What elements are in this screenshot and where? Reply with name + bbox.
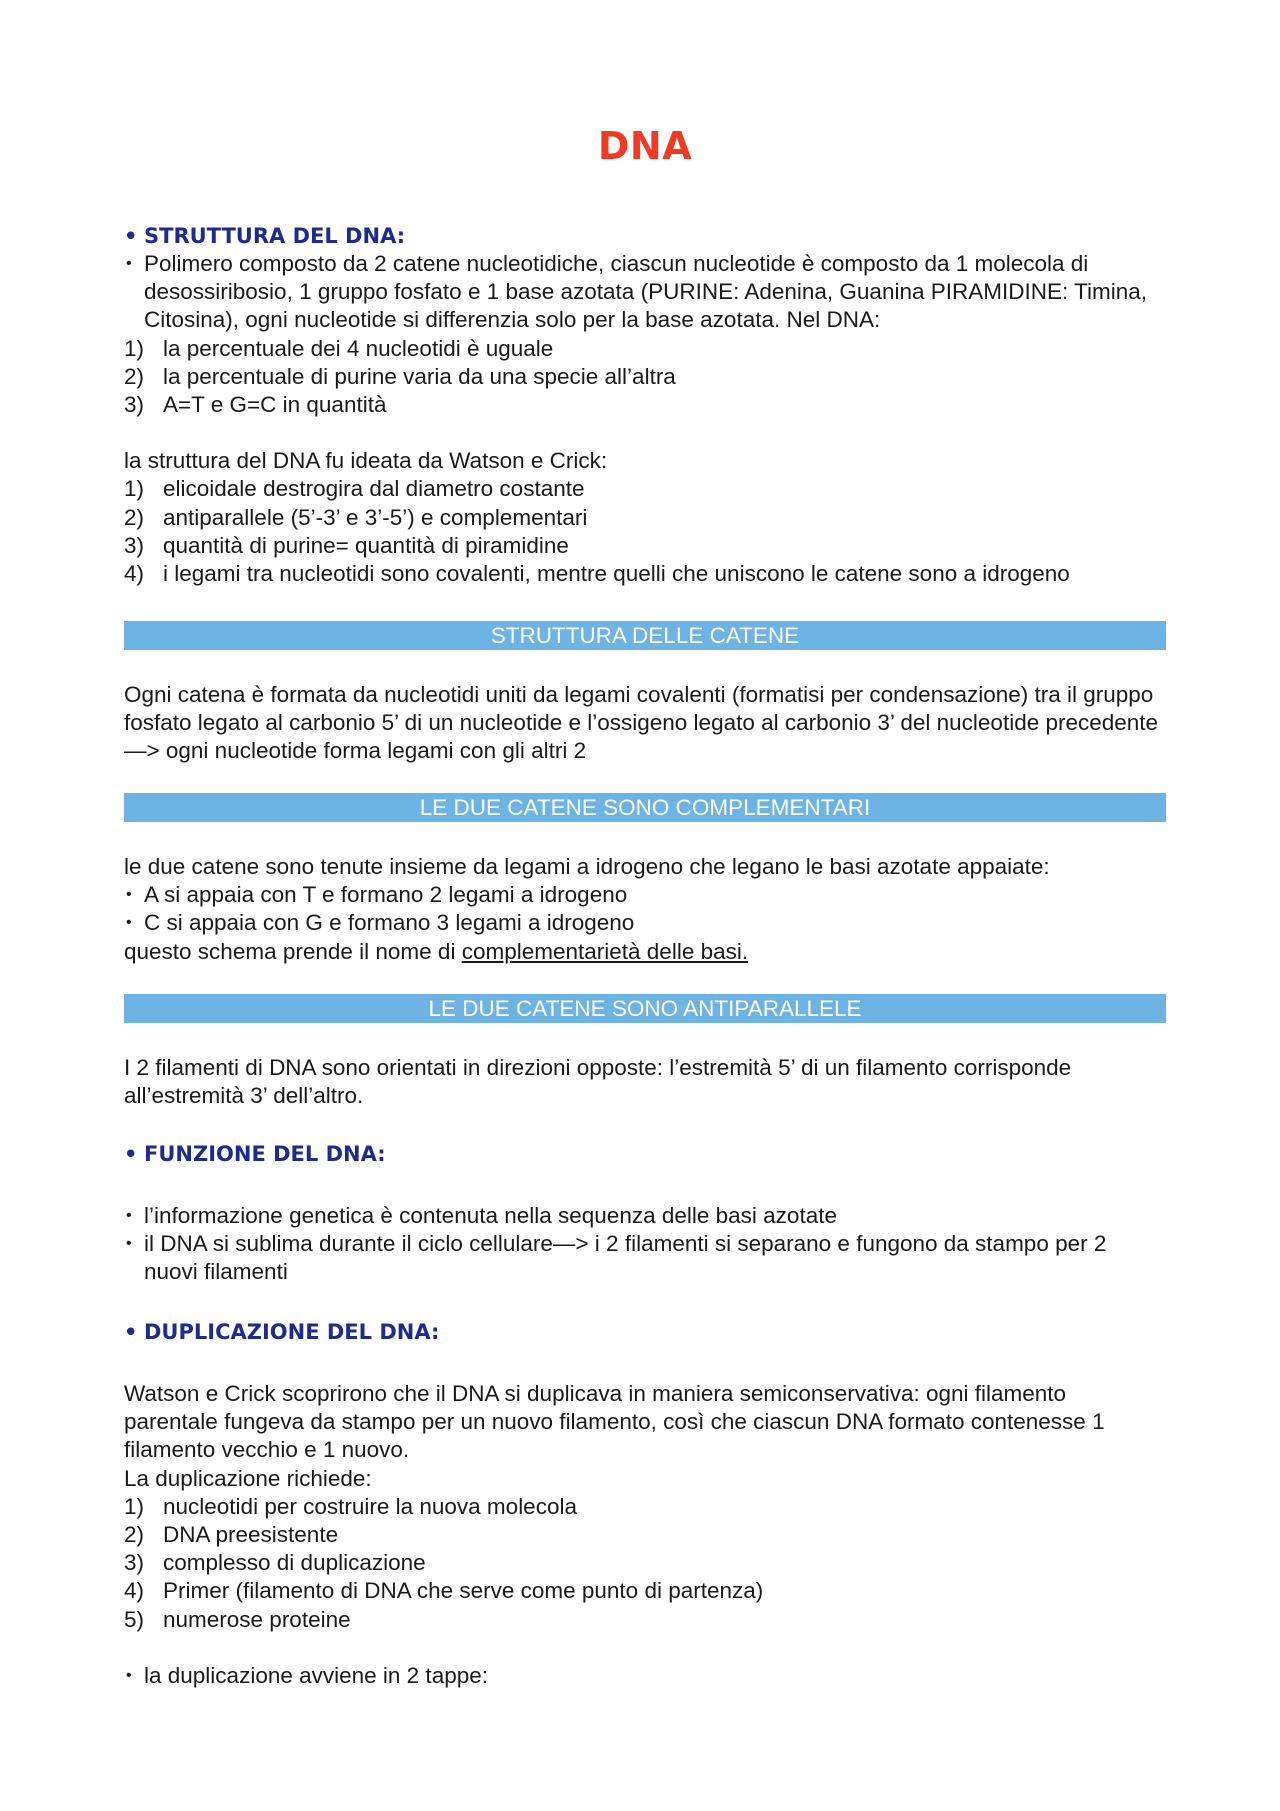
list-item: 2) la percentuale di purine varia da una specie all’altra bbox=[124, 363, 676, 389]
list-item: 2) DNA preesistente bbox=[124, 1522, 339, 1548]
paragraph: Watson e Crick scoprirono che il DNA si duplicava in maniera semiconservativa: ogni filamento parentale fungeva da stampo per un nuovo filamento, così che ciascun DNA formato contenesse 1 filamento vecchio e 1 nuovo. bbox=[124, 1381, 1105, 1463]
underlined-term: complementarietà delle basi. bbox=[461, 938, 749, 964]
section-heading: • STRUTTURA DEL DNA: bbox=[124, 224, 406, 248]
section-struttura bbox=[124, 222, 1166, 588]
list-item: 3) A=T e G=C in quantità bbox=[124, 392, 387, 418]
list-item: • il DNA si sublima durante il ciclo cellulare—> i 2 filamenti si separano e fungono da stampo per 2 nuovi filamenti bbox=[124, 1230, 1166, 1286]
list-item: 3) quantità di purine= quantità di piramidine bbox=[124, 532, 569, 558]
list-item: • la duplicazione avviene in 2 tappe: bbox=[124, 1662, 1166, 1690]
section-bar-complementari: LE DUE CATENE SONO COMPLEMENTARI bbox=[124, 793, 1166, 822]
list-item: • l’informazione genetica è contenuta nella sequenza delle basi azotate bbox=[124, 1202, 1166, 1230]
list-item: 2) antiparallele (5’-3’ e 3’-5’) e complementari bbox=[124, 504, 588, 530]
list-item: 3) complesso di duplicazione bbox=[124, 1550, 426, 1576]
list-item: 1) nucleotidi per costruire la nuova molecola bbox=[124, 1493, 577, 1519]
section-complementari bbox=[124, 853, 1166, 966]
list-item: 1) elicoidale destrogira dal diametro costante bbox=[124, 476, 585, 502]
paragraph: questo schema prende il nome di complementarietà delle basi. bbox=[124, 938, 749, 964]
paragraph: La duplicazione richiede: bbox=[124, 1465, 372, 1491]
paragraph: I 2 filamenti di DNA sono orientati in direzioni opposte: l’estremità 5’ di un filamento corrisponde all’estremità 3’ dell’altro. bbox=[124, 1055, 1072, 1109]
section-heading: • FUNZIONE DEL DNA: bbox=[124, 1142, 386, 1166]
page-title: DNA bbox=[597, 124, 693, 168]
list-item: 5) numerose proteine bbox=[124, 1606, 351, 1632]
list-item: 4) i legami tra nucleotidi sono covalenti, mentre quelli che uniscono le catene sono a idrogeno bbox=[124, 561, 1070, 587]
paragraph: Ogni catena è formata da nucleotidi uniti da legami covalenti (formatisi per condensazione) tra il gruppo fosfato legato al carbonio 5’ di un nucleotide e l’ossigeno legato al carbonio 3’ del nucleotide precedente—> ogni nucleotide forma legami con gli altri 2 bbox=[124, 682, 1159, 764]
list-item: 1) la percentuale dei 4 nucleotidi è uguale bbox=[124, 335, 554, 361]
paragraph: le due catene sono tenute insieme da legami a idrogeno che legano le basi azotate appaiate: bbox=[124, 854, 1050, 879]
section-duplicazione bbox=[124, 1318, 1166, 1690]
intro-bullet: • Polimero composto da 2 catene nucleotidiche, ciascun nucleotide è composto da 1 molecola di desossiribosio, 1 gruppo fosfato e 1 base azotata (PURINE: Adenina, Guanina PIRAMIDINE: Timina, Citosina), ogni nucleotide si differenzia solo per la base azotata. Nel DNA: bbox=[124, 250, 1166, 335]
section-funzione bbox=[124, 1140, 1166, 1287]
section-bar-antiparallele: LE DUE CATENE SONO ANTIPARALLELE bbox=[124, 994, 1166, 1023]
section-bar-catene: STRUTTURA DELLE CATENE bbox=[124, 621, 1166, 650]
list-item: • A si appaia con T e formano 2 legami a idrogeno bbox=[124, 881, 1166, 909]
paragraph: la struttura del DNA fu ideata da Watson e Crick: bbox=[124, 448, 608, 474]
section-heading: • DUPLICAZIONE DEL DNA: bbox=[124, 1320, 440, 1344]
list-item: • C si appaia con G e formano 3 legami a idrogeno bbox=[124, 909, 1166, 937]
list-item: 4) Primer (filamento di DNA che serve come punto di partenza) bbox=[124, 1578, 764, 1604]
